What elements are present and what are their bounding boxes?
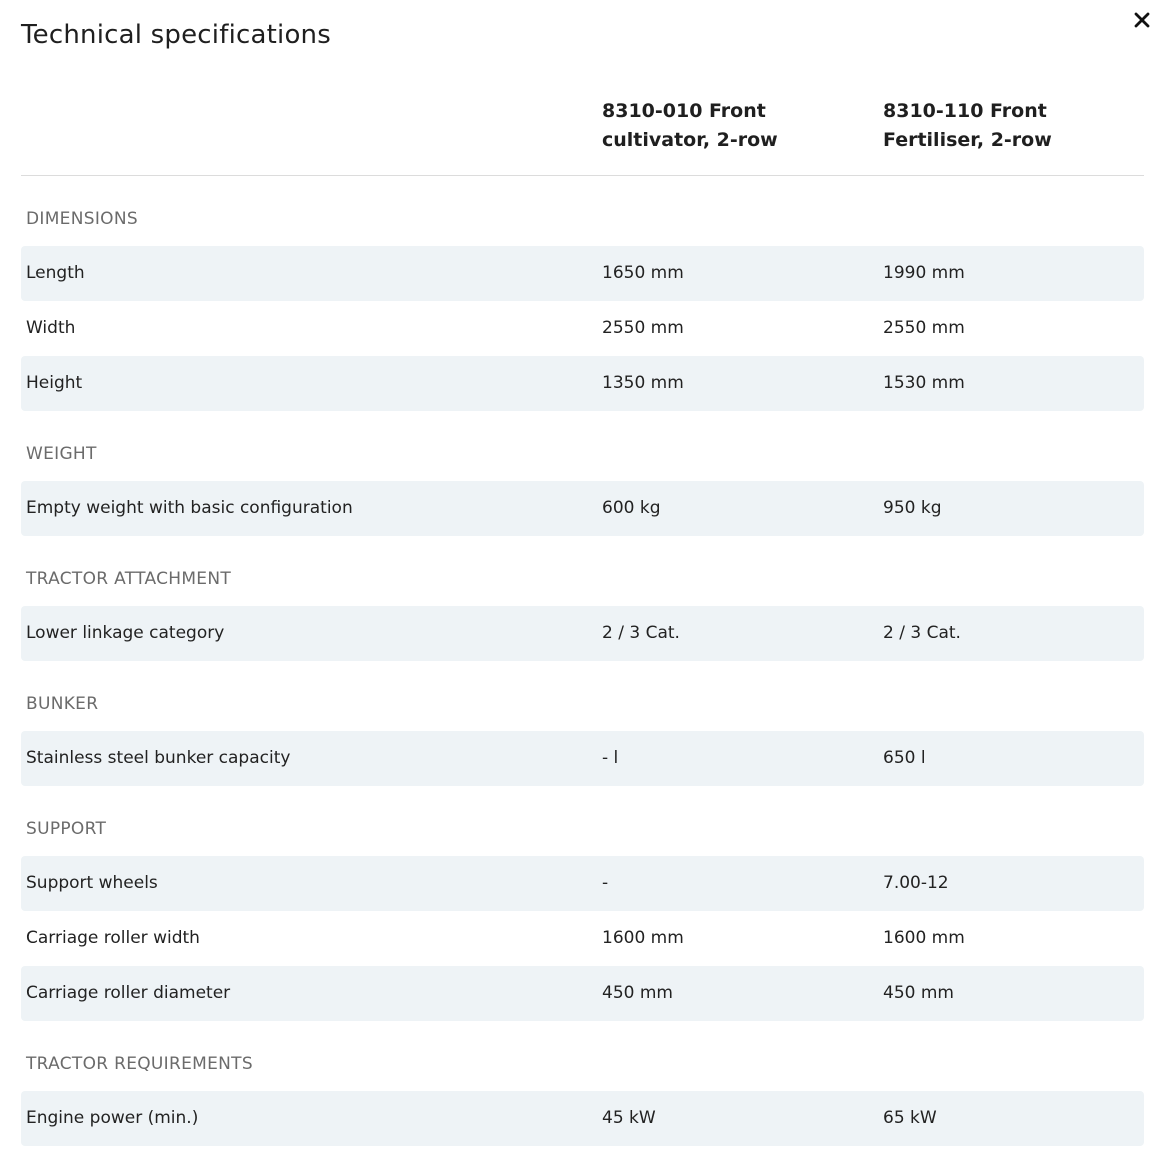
row-label: Engine power (min.) xyxy=(26,1108,199,1128)
section-title: SUPPORT xyxy=(26,819,107,839)
row-value-2: 450 mm xyxy=(883,983,954,1003)
section-tractor-attachment xyxy=(21,536,1144,661)
table-row xyxy=(21,481,1144,536)
row-label: Lower linkage category xyxy=(26,623,225,643)
table-row xyxy=(21,911,1144,966)
row-label: Height xyxy=(26,373,83,393)
row-value-2: 2550 mm xyxy=(883,318,965,338)
row-label: Stainless steel bunker capacity xyxy=(26,748,291,768)
row-value-2: 65 kW xyxy=(883,1108,937,1128)
section-title: WEIGHT xyxy=(26,444,97,464)
section-title: TRACTOR REQUIREMENTS xyxy=(26,1054,253,1074)
row-value-1: 450 mm xyxy=(602,983,673,1003)
section-title: DIMENSIONS xyxy=(26,209,138,229)
section-title: TRACTOR ATTACHMENT xyxy=(26,569,232,589)
section-bunker xyxy=(21,661,1144,786)
close-button[interactable] xyxy=(1128,6,1156,34)
row-label: Empty weight with basic configuration xyxy=(26,498,353,518)
row-value-1: 600 kg xyxy=(602,498,661,518)
row-value-1: 1650 mm xyxy=(602,263,684,283)
row-value-2: 1990 mm xyxy=(883,263,965,283)
section-weight xyxy=(21,411,1144,536)
row-value-2: 1600 mm xyxy=(883,928,965,948)
row-value-2: 950 kg xyxy=(883,498,942,518)
row-value-1: - l xyxy=(602,748,619,768)
close-icon xyxy=(1128,6,1156,34)
dialog-title: Technical specifications xyxy=(21,20,331,50)
section-tractor-requirements xyxy=(21,1021,1144,1146)
table-row xyxy=(21,606,1144,661)
row-value-1: 2550 mm xyxy=(602,318,684,338)
row-value-1: 1600 mm xyxy=(602,928,684,948)
section-title: BUNKER xyxy=(26,694,99,714)
column-header-2: 8310-110 Front Fertiliser, 2-row xyxy=(883,100,1052,151)
section-support xyxy=(21,786,1144,1021)
row-value-2: 7.00-12 xyxy=(883,873,949,893)
table-row xyxy=(21,731,1144,786)
row-value-1: 45 kW xyxy=(602,1108,656,1128)
row-label: Length xyxy=(26,263,85,283)
row-value-2: 1530 mm xyxy=(883,373,965,393)
table-row xyxy=(21,966,1144,1021)
row-value-1: 1350 mm xyxy=(602,373,684,393)
spec-table xyxy=(21,88,1144,1146)
column-header-1: 8310-010 Front cultivator, 2-row xyxy=(602,100,778,151)
table-row xyxy=(21,246,1144,301)
row-label: Carriage roller width xyxy=(26,928,200,948)
row-label: Carriage roller diameter xyxy=(26,983,231,1003)
table-row xyxy=(21,301,1144,356)
table-row xyxy=(21,1091,1144,1146)
row-value-2: 650 l xyxy=(883,748,926,768)
row-value-1: - xyxy=(602,873,609,893)
table-header xyxy=(21,88,1144,176)
table-row xyxy=(21,356,1144,411)
row-label: Width xyxy=(26,318,76,338)
table-row xyxy=(21,856,1144,911)
row-value-2: 2 / 3 Cat. xyxy=(883,623,961,643)
row-label: Support wheels xyxy=(26,873,158,893)
row-value-1: 2 / 3 Cat. xyxy=(602,623,680,643)
section-dimensions xyxy=(21,176,1144,411)
